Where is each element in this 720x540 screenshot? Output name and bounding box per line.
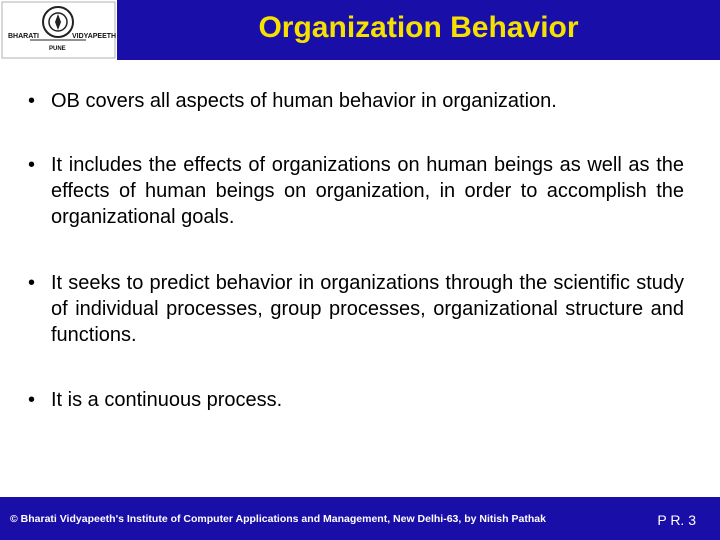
bullet-item: • OB covers all aspects of human behavior in organization. xyxy=(28,88,684,114)
page-number: P R. 3 xyxy=(657,512,696,528)
logo-right-text: VIDYAPEETH xyxy=(72,33,117,40)
logo-left-text: BHARATI xyxy=(8,33,39,40)
slide-header xyxy=(0,0,720,60)
slide-title: Organization Behavior xyxy=(258,11,579,44)
logo-bottom-text: PUNE xyxy=(49,46,66,52)
footer-credit: © Bharati Vidyapeeth's Institute of Computer Applications and Management, New Delhi-63, by Nitish Pathak xyxy=(10,513,546,525)
slide-footer xyxy=(0,497,720,540)
bullet-item: • It is a continuous process. xyxy=(28,387,684,413)
bullet-item: • It seeks to predict behavior in organizations through the scientific study of individual processes, group processes, organizational structure and functions. xyxy=(28,270,684,348)
bullet-list xyxy=(28,88,684,413)
logo-emblem-icon xyxy=(0,0,117,60)
institute-logo xyxy=(0,0,117,60)
bullet-item: • It includes the effects of organizations on human beings as well as the effects of human beings on organization, in order to accomplish the organizational goals. xyxy=(28,152,684,230)
